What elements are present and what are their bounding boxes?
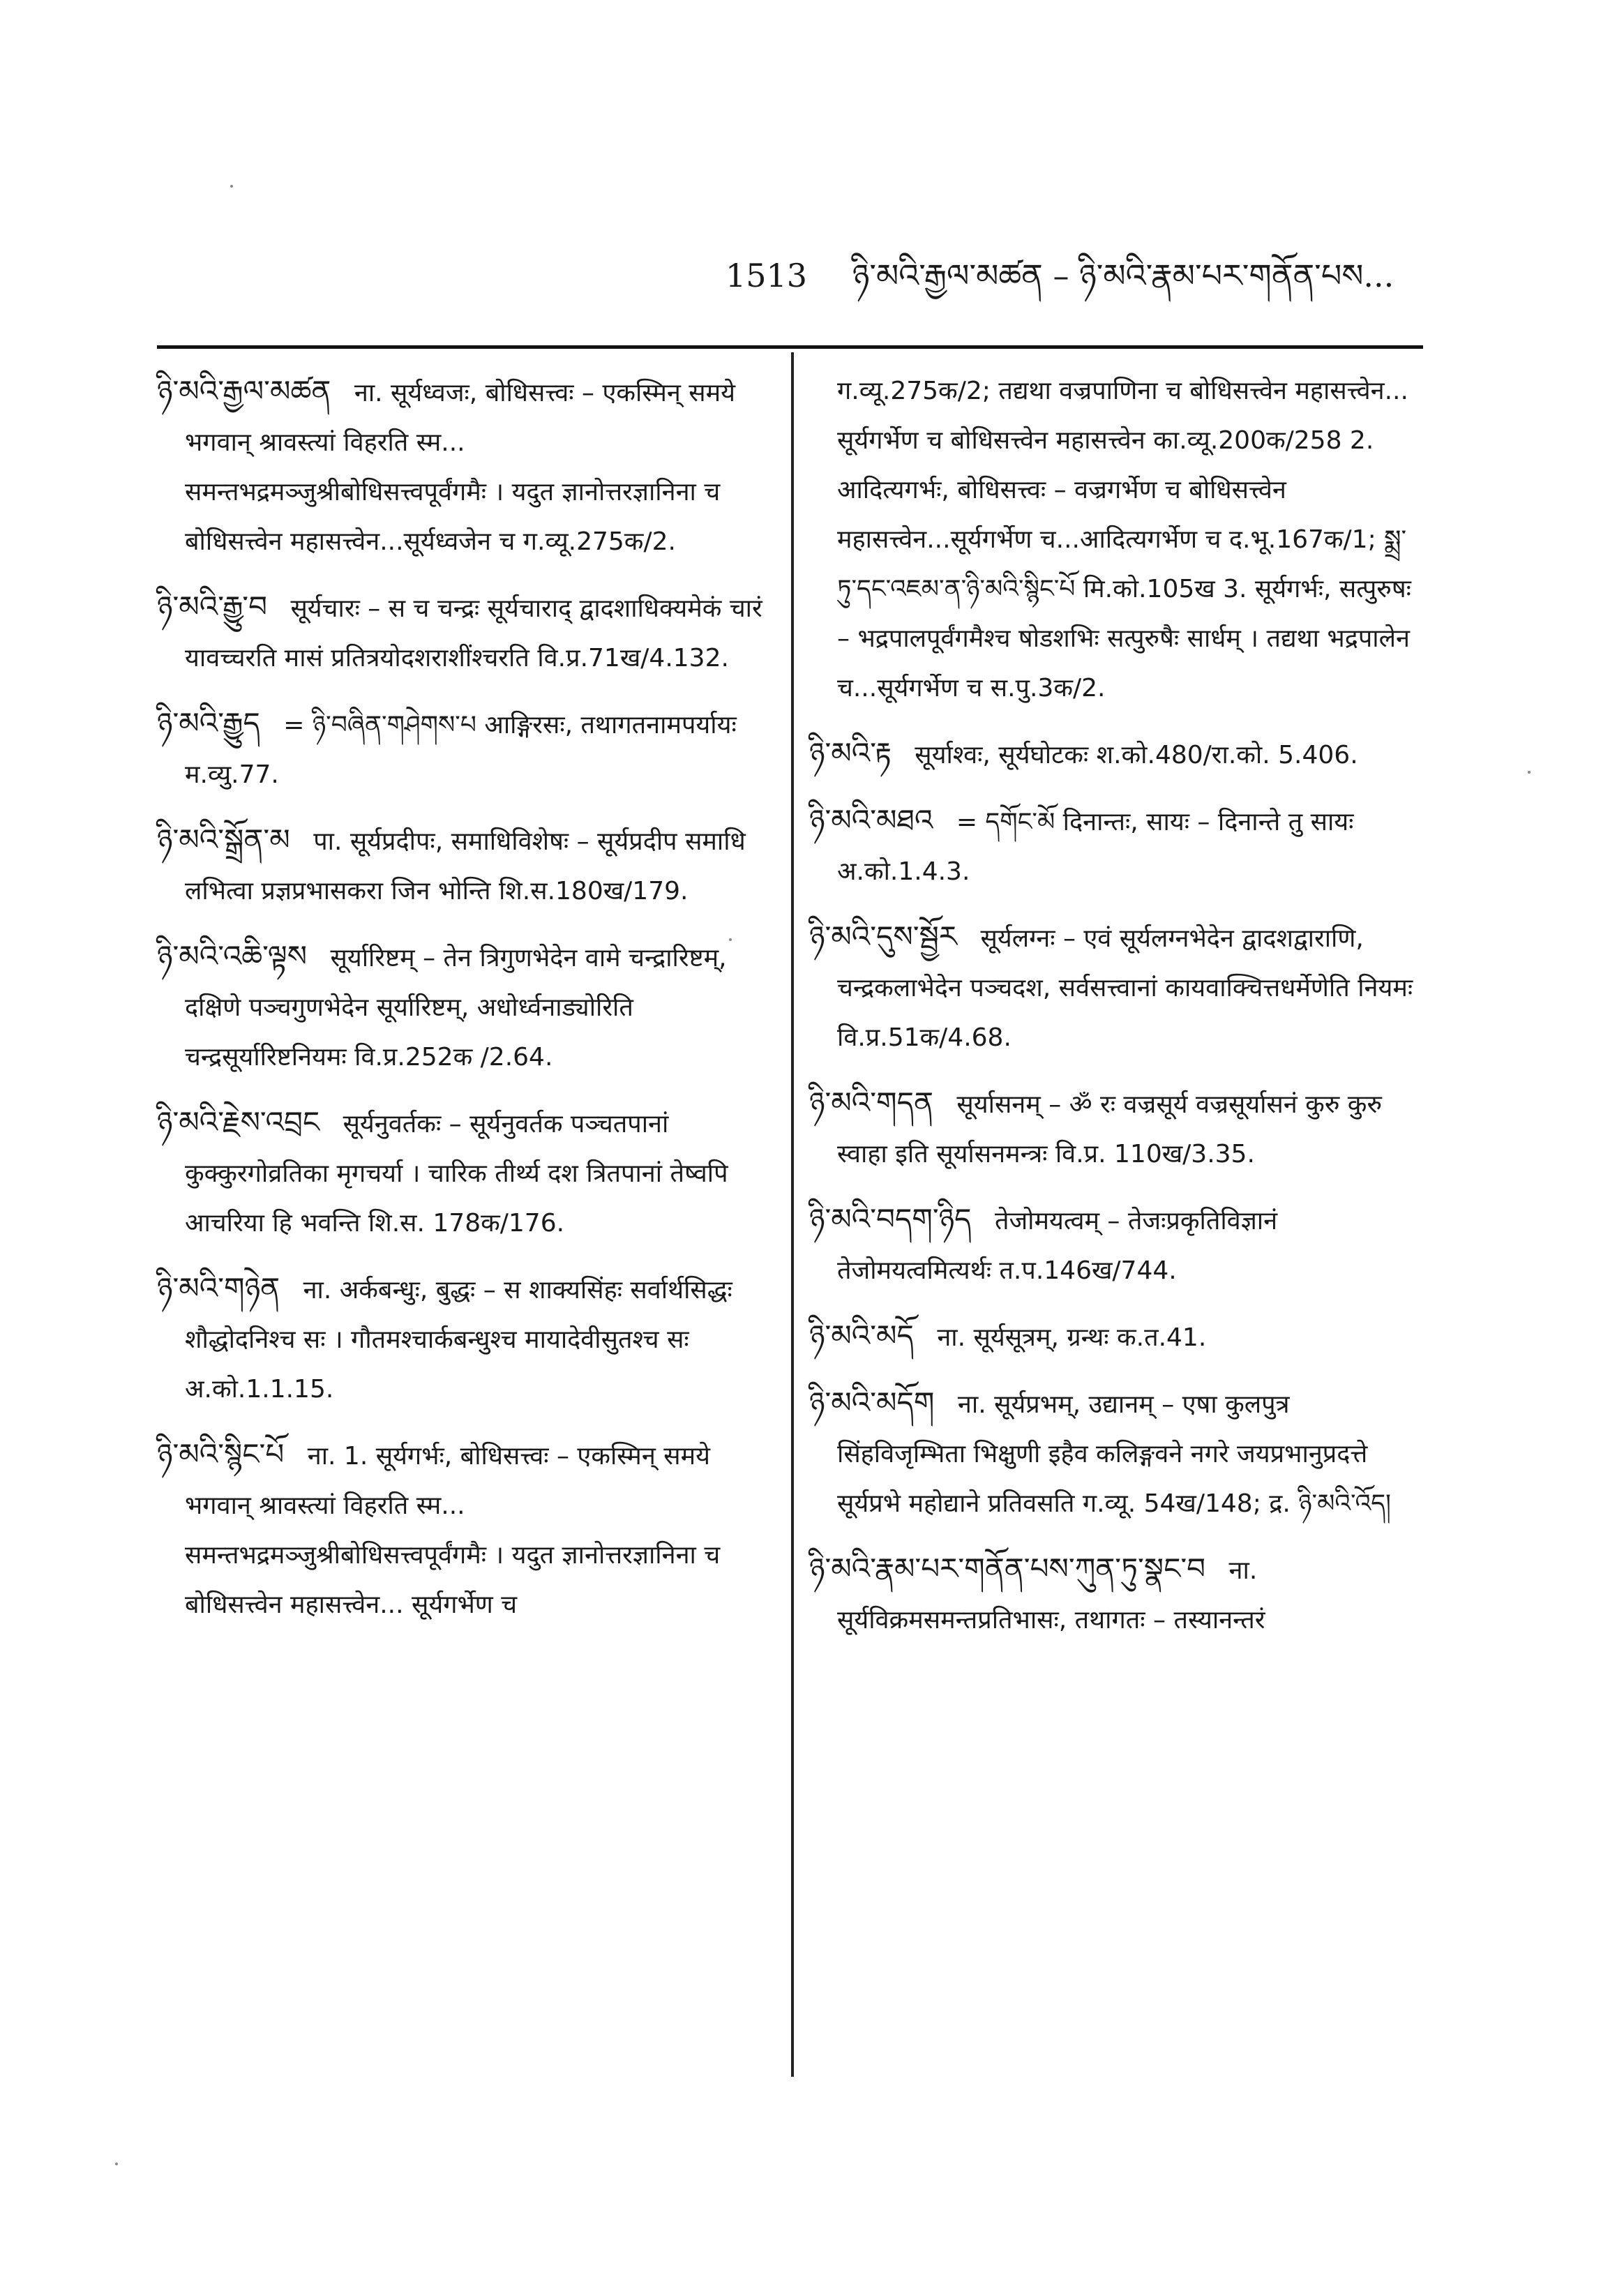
entry-text: सूर्यलग्नः – एवं सूर्यलग्नभेदेन द्वादशद्वाराणि, चन्द्रकलाभेदेन पञ्चदश, सर्वसत्त्वानां कायवाक्चित्तधर्मेणेति नियमः वि.प्र.51क/4.68.	[837, 924, 1413, 1052]
entry-text: सूर्याश्वः, सूर्यघोटकः श.को.480/रा.को. 5.406.	[915, 741, 1358, 769]
dictionary-entry	[157, 1097, 771, 1248]
entry-text: सूर्यारिष्टम् – तेन त्रिगुणभेदेन वामे चन्द्रारिष्टम्, दक्षिणे पञ्चगुणभेदेन सूर्यारिष्टम्, अधोर्ध्वनाड्योरिति चन्द्रसूर्यारिष्टनियमः वि.प्र.252क /2.64.	[185, 944, 727, 1072]
entry-headword: ཉི་མའི་རྒྱུ་བ	[157, 589, 268, 624]
dictionary-entry	[157, 582, 771, 683]
dictionary-entry	[157, 366, 771, 566]
dictionary-entry-continued	[809, 366, 1423, 713]
entry-text: ना. 1. सूर्यगर्भः, बोधिसत्त्वः – एकस्मिन् समये भगवान् श्रावस्त्यां विहरति स्म... समन्तभद्रमञ्जुश्रीबोधिसत्त्वपूर्वंगमैः । यदुत ज्ञानोत्तरज्ञानिना च बोधिसत्त्वेन महासत्त्वेन... सूर्यगर्भेण च	[185, 1442, 721, 1619]
entry-text: ना. सूर्यसूत्रम्, ग्रन्थः क.त.41.	[937, 1323, 1207, 1352]
dictionary-entry	[809, 795, 1423, 896]
dictionary-entry	[809, 1378, 1423, 1528]
page-number: 1513	[725, 257, 808, 294]
page-header	[725, 241, 1394, 331]
entry-text: ना. अर्कबन्धुः, बुद्धः – स शाक्यसिंहः सर्वार्थसिद्धः शौद्धोदनिश्च सः । गौतमश्चार्कबन्धुश्च मायादेवीसुतश्च सः अ.को.1.1.15.	[185, 1276, 732, 1404]
scan-speck	[115, 2163, 118, 2165]
header-rule	[157, 345, 1423, 349]
scan-speck	[1528, 771, 1531, 774]
entry-headword: ཉི་མའི་རྗེས་འབྲང	[157, 1105, 320, 1139]
entry-headword: ཉི་མའི་དུས་སྦྱོར	[809, 919, 958, 954]
entry-text: = ཉི་བཞིན་གཤེགས་པ आङ्गिरसः, तथागतनामपर्यायः म.व्यु.77.	[185, 711, 737, 789]
dictionary-entry	[809, 1544, 1423, 1645]
entry-headword: ཉི་མའི་འཆི་ལྟས	[157, 939, 308, 973]
entry-text: ना. सूर्यविक्रमसमन्तप्रतिभासः, तथागतः – तस्यानन्तरं	[837, 1556, 1265, 1634]
entry-headword: ཉི་མའི་རྣམ་པར་གནོན་པས་ཀུན་ཏུ་སྣང་བ	[809, 1551, 1206, 1586]
dictionary-entry	[157, 1263, 771, 1414]
entry-headword: ཉི་མའི་མཐའ	[809, 803, 933, 837]
entry-headword: ཉི་མའི་རྒྱལ་མཚན	[157, 374, 331, 408]
entry-text: तेजोमयत्वम् – तेजःप्रकृतिविज्ञानं तेजोमयत्वमित्यर्थः त.प.146ख/744.	[837, 1207, 1278, 1285]
left-column	[157, 366, 771, 1645]
dictionary-entry	[809, 1078, 1423, 1179]
dictionary-entry	[157, 815, 771, 916]
entry-headword: ཉི་མའི་རྒྱུད	[157, 706, 260, 740]
entry-headword: ཉི་མའི་གདན	[809, 1085, 933, 1120]
entry-text: सूर्यासनम् – ॐ रः वज्रसूर्य वज्रसूर्यासनं कुरु कुरु स्वाहा इति सूर्यासनमन्त्रः वि.प्र. 110ख/3.35.	[837, 1090, 1382, 1168]
dictionary-entry	[809, 1194, 1423, 1295]
entry-text: ग.व्यू.275क/2; तद्यथा वज्रपाणिना च बोधिसत्त्वेन महासत्त्वेन... सूर्यगर्भेण च बोधिसत्त्वेन महासत्त्वेन का.व्यू.200क/258 2. आदित्यगर्भः, बोधिसत्त्वः – वज्रगर्भेण च बोधिसत्त्वेन महासत्त्वेन...सूर्यगर्भेण च...आदित्यगर्भेण च द.भू.167क/1; སྨྲ་ཏུ་དང་འཇམ་ན་ཉི་མའི་སྙིང་པོ मि.को.105ख 3. सूर्यगर्भः, सत्पुरुषः – भद्रपालपूर्वंगमैश्च षोडशभिः सत्पुरुषैः सार्धम् । तद्यथा भद्रपालेन च...सूर्यगर्भेण च स.पु.3क/2.	[837, 377, 1411, 702]
entry-text: सूर्यनुवर्तकः – सूर्यनुवर्तक पञ्चतपानां कुक्कुरगोव्रतिका मृगचर्या । चारिक तीर्थ्य दश त्रितपानां तेष्वपि आचरिया हि भवन्ति शि.स. 178क/176.	[185, 1110, 728, 1238]
dictionary-entry	[157, 698, 771, 799]
dictionary-entry	[809, 912, 1423, 1062]
entry-headword: ཉི་མའི་མདོག	[809, 1385, 935, 1420]
scan-speck	[230, 185, 233, 188]
entry-text: पा. सूर्यप्रदीपः, समाधिविशेषः – सूर्यप्रदीप समाधि लभित्वा प्रज्ञप्रभासकरा जिन भोन्ति शि.स.180ख/179.	[185, 827, 746, 905]
scan-speck	[729, 938, 732, 941]
entry-headword: ཉི་མའི་སྒྲོན་མ	[157, 822, 290, 857]
running-title: ཉི་མའི་རྒྱལ་མཚན – ཉི་མའི་རྣམ་པར་གནོན་པས...	[852, 257, 1394, 294]
dictionary-entry	[157, 1429, 771, 1630]
dictionary-entry	[809, 728, 1423, 780]
entry-headword: ཉི་མའི་མདོ	[809, 1318, 914, 1353]
right-column	[809, 366, 1423, 1660]
dictionary-entry	[809, 1311, 1423, 1362]
entry-headword: ཉི་མའི་གཉེན	[157, 1271, 280, 1305]
entry-text: ना. सूर्यध्वजः, बोधिसत्त्वः – एकस्मिन् समये भगवान् श्रावस्त्यां विहरति स्म... समन्तभद्रमञ्जुश्रीबोधिसत्त्वपूर्वंगमैः । यदुत ज्ञानोत्तरज्ञानिना च बोधिसत्त्वेन महासत्त्वेन...सूर्यध्वजेन च ग.व्यू.275क/2.	[185, 379, 736, 556]
dictionary-entry	[157, 931, 771, 1082]
entry-headword: ཉི་མའི་བདག་ཉིད	[809, 1202, 972, 1236]
entry-text: सूर्यचारः – स च चन्द्रः सूर्यचाराद् द्वादशाधिक्यमेकं चारं यावच्चरति मासं प्रतित्रयोदशराशींश्चरति वि.प्र.71ख/4.132.	[185, 594, 762, 672]
entry-headword: ཉི་མའི་སྙིང་པོ	[157, 1437, 285, 1471]
column-divider	[791, 352, 794, 2077]
entry-headword: ཉི་མའི་རྟ	[809, 736, 892, 770]
entry-text: ना. सूर्यप्रभम्, उद्यानम् – एषा कुलपुत्र सिंहविजृम्भिता भिक्षुणी इहैव कलिङ्गवने नगरे जयप्रभानुप्रदत्ते सूर्यप्रभे महोद्याने प्रतिवसति ग.व्यू. 54ख/148; द्र. ཉི་མའི་འོད།	[837, 1390, 1392, 1518]
entry-text: = དགོང་མོ दिनान्तः, सायः – दिनान्ते तु सायः अ.को.1.4.3.	[837, 808, 1354, 886]
